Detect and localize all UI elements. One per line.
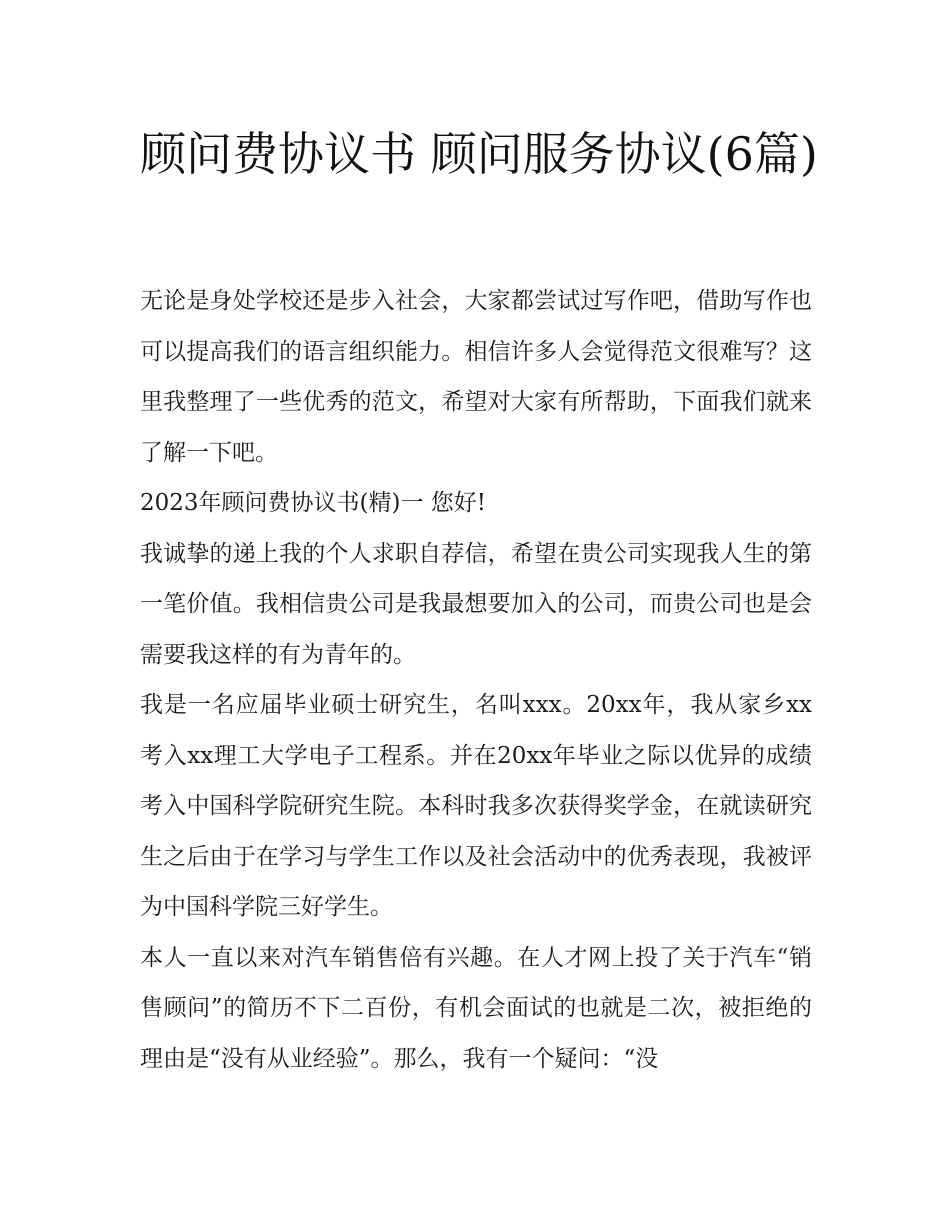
- document-body: [140, 276, 812, 1084]
- paragraph-cover-letter: 我诚挚的递上我的个人求职自荐信，希望在贵公司实现我人生的第一笔价值。我相信贵公司是我最想要加入的公司，而贵公司也是会需要我这样的有为青年的。: [140, 540, 812, 668]
- paragraph-heading-greeting: 2023年顾问费协议书(精)一 您好!: [140, 490, 487, 516]
- paragraph-education: 我是一名应届毕业硕士研究生，名叫xxx。20xx年，我从家乡xx考入xx理工大学电子工程系。并在20xx年毕业之际以优异的成绩考入中国科学院研究生院。本科时我多次获得奖学金，在就读研究生之后由于在学习与学生工作以及社会活动中的优秀表现，我被评为中国科学院三好学生。: [140, 692, 812, 920]
- document-title: 顾问费协议书 顾问服务协议(6篇): [140, 127, 818, 181]
- paragraph-interest: 本人一直以来对汽车销售倍有兴趣。在人才网上投了关于汽车“销售顾问”的简历不下二百份，有机会面试的也就是二次，被拒绝的理由是“没有从业经验”。那么，我有一个疑问：“没: [140, 944, 812, 1072]
- paragraph-intro: 无论是身处学校还是步入社会，大家都尝试过写作吧，借助写作也可以提高我们的语言组织能力。相信许多人会觉得范文很难写？这里我整理了一些优秀的范文，希望对大家有所帮助，下面我们就来了解一下吧。: [140, 288, 812, 466]
